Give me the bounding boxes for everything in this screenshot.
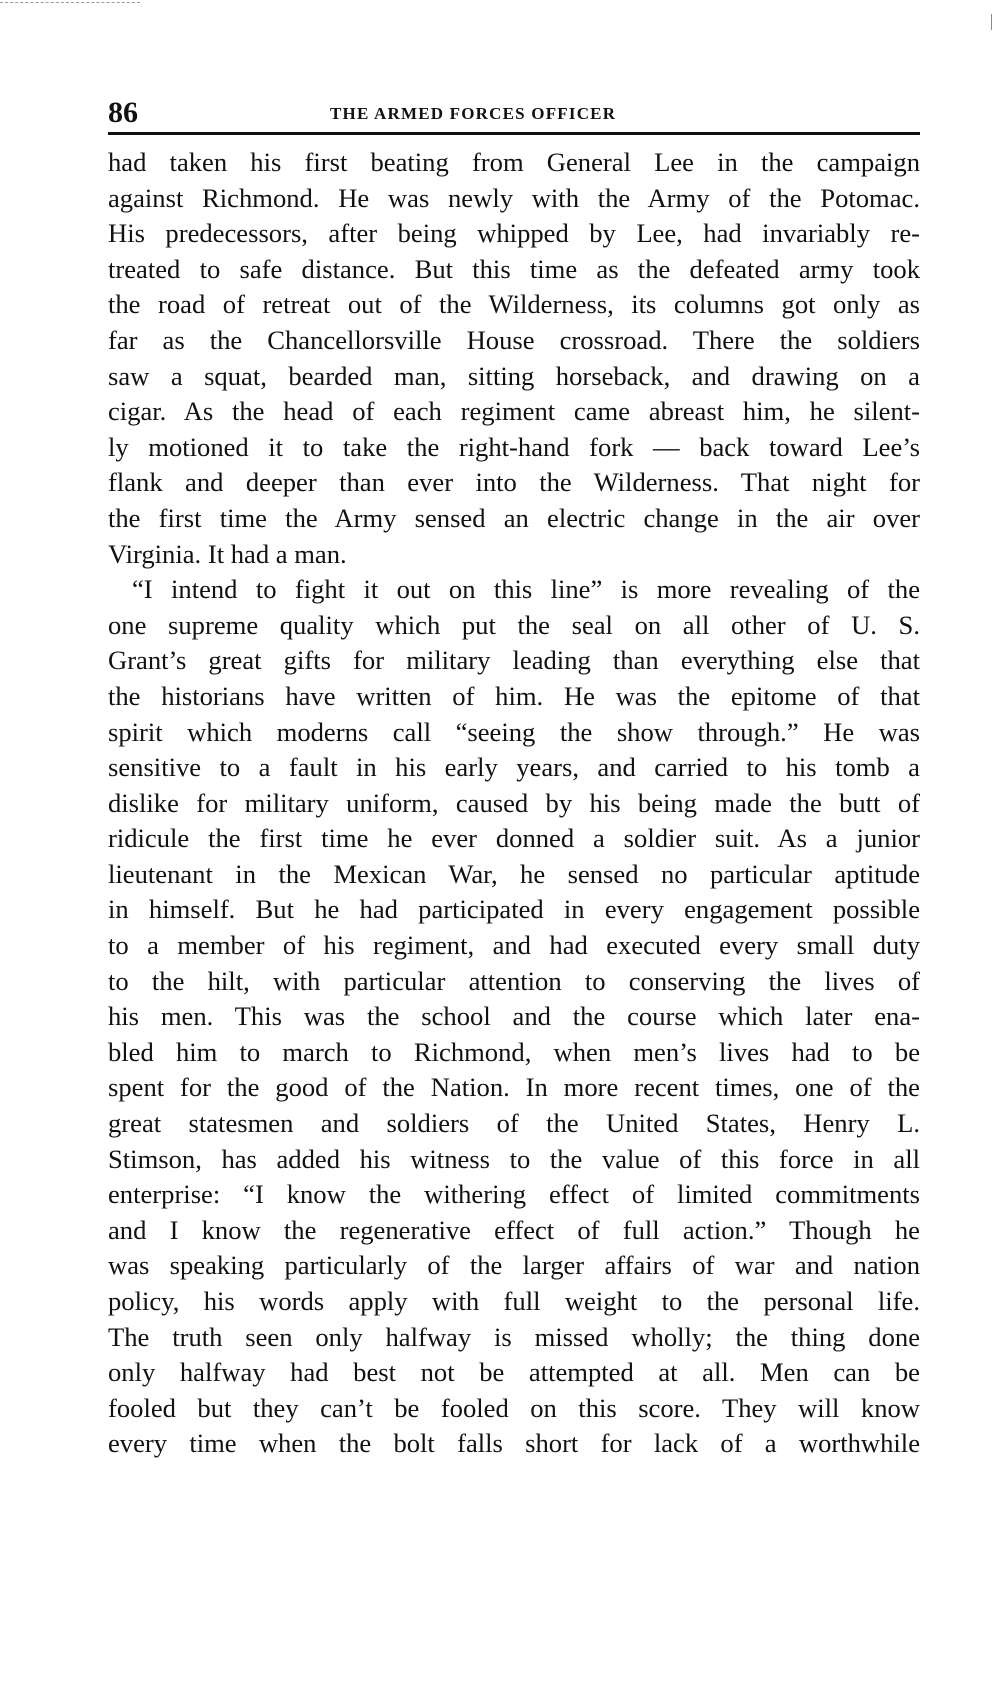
text-line: spent for the good of the Nation. In more recent times, one of the — [108, 1072, 920, 1103]
text-line: against Richmond. He was newly with the Army of the Potomac. — [108, 182, 920, 213]
text-line: spirit which moderns call “seeing the show through.” He was — [108, 716, 920, 747]
text-line: Virginia. It had a man. — [108, 538, 347, 569]
text-line: in himself. But he had participated in every engagement possible — [108, 894, 920, 925]
text-line: cigar. As the head of each regiment came abreast him, he silent- — [108, 396, 920, 427]
text-line: bled him to march to Richmond, when men’s lives had to be — [108, 1036, 920, 1067]
page-number: 86 — [108, 96, 138, 129]
text-line: “I intend to fight it out on this line” is more revealing of the — [132, 574, 920, 605]
running-title: THE ARMED FORCES OFFICER — [330, 104, 617, 123]
text-line: was speaking particularly of the larger affairs of war and nation — [108, 1250, 920, 1281]
paragraph-2 — [108, 572, 920, 1462]
text-line: sensitive to a fault in his early years, and carried to his tomb a — [108, 752, 920, 783]
text-line: his men. This was the school and the course which later ena- — [108, 1001, 920, 1032]
text-line: Stimson, has added his witness to the value of this force in all — [108, 1143, 920, 1174]
text-line: The truth seen only halfway is missed wholly; the thing done — [108, 1321, 920, 1352]
text-line: flank and deeper than ever into the Wilderness. That night for — [108, 467, 920, 498]
text-line: far as the Chancellorsville House crossroad. There the soldiers — [108, 324, 920, 355]
text-line: had taken his first beating from General Lee in the campaign — [108, 147, 920, 177]
paragraph-1 — [108, 145, 920, 572]
text-line: the first time the Army sensed an electric change in the air over — [108, 502, 920, 533]
text-line: one supreme quality which put the seal on all other of U. S. — [108, 609, 920, 640]
text-line: to the hilt, with particular attention to conserving the lives of — [108, 965, 920, 996]
text-line: ridicule the first time he ever donned a soldier suit. As a junior — [108, 823, 920, 854]
text-line: the historians have written of him. He was the epitome of that — [108, 680, 920, 711]
text-line: treated to safe distance. But this time as the defeated army took — [108, 253, 920, 284]
text-line: policy, his words apply with full weight to the personal life. — [108, 1286, 920, 1316]
running-head — [108, 98, 920, 135]
body-text — [108, 145, 920, 1462]
text-line: the road of retreat out of the Wilderness, its columns got only as — [108, 289, 920, 320]
text-line: lieutenant in the Mexican War, he sensed no particular aptitude — [108, 858, 920, 889]
text-line: every time when the bolt falls short for lack of a worthwhile — [108, 1428, 920, 1459]
text-line: great statesmen and soldiers of the United States, Henry L. — [108, 1108, 920, 1139]
scan-artifact-right — [991, 14, 992, 30]
text-line: only halfway had best not be attempted at all. Men can be — [108, 1357, 920, 1388]
scan-artifact-top — [0, 2, 140, 4]
text-line: and I know the regenerative effect of full action.” Though he — [108, 1214, 920, 1245]
text-line: dislike for military uniform, caused by his being made the butt of — [108, 787, 920, 818]
text-line: fooled but they can’t be fooled on this score. They will know — [108, 1392, 920, 1423]
text-line: Grant’s great gifts for military leading than everything else that — [108, 645, 920, 676]
text-line: enterprise: “I know the withering effect of limited commitments — [108, 1179, 920, 1210]
text-line: saw a squat, bearded man, sitting horseback, and drawing on a — [108, 360, 920, 391]
text-line: to a member of his regiment, and had executed every small duty — [108, 930, 920, 961]
text-line: His predecessors, after being whipped by Lee, had invariably re- — [108, 218, 920, 249]
book-page — [108, 98, 920, 1462]
text-line: ly motioned it to take the right-hand fork — back toward Lee’s — [108, 431, 920, 462]
